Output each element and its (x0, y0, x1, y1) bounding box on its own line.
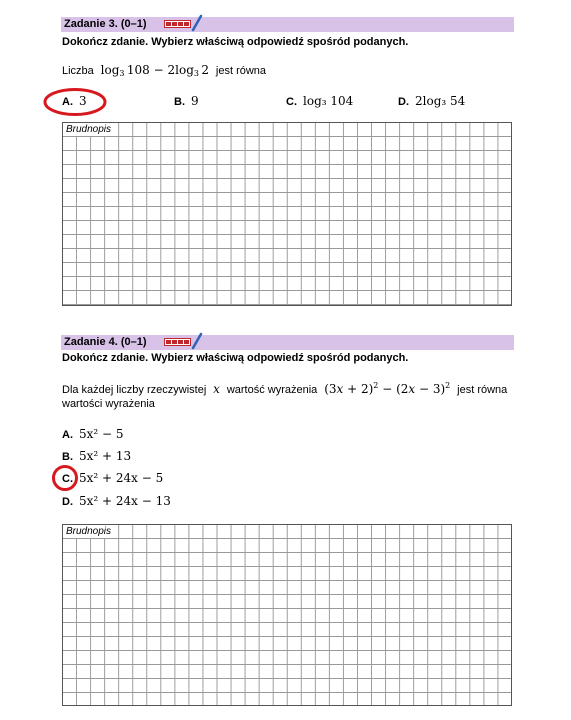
task3-header (61, 17, 514, 32)
points-badge-icon (164, 338, 191, 346)
option-letter: B. (174, 96, 185, 108)
scratch-label: Brudnopis (66, 526, 112, 537)
answer-circle-mark-icon (42, 86, 108, 118)
task3-question-prefix: Liczba (62, 65, 94, 77)
points-badge-icon (164, 20, 191, 28)
option-letter: A. (62, 429, 73, 441)
option-letter: B. (62, 451, 73, 463)
task3-title: Zadanie 3. (0–1) (64, 18, 147, 30)
task4-instruction: Dokończ zdanie. Wybierz właściwą odpowiedź spośród podanych. (62, 352, 409, 364)
task4-option-b[interactable] (62, 449, 131, 463)
option-value: log₃ 104 (303, 94, 354, 108)
task3-option-b[interactable] (174, 94, 199, 108)
scratch-label: Brudnopis (66, 124, 112, 135)
option-letter: C. (62, 473, 73, 485)
task3-instruction: Dokończ zdanie. Wybierz właściwą odpowiedź spośród podanych. (62, 36, 409, 48)
option-value: 2log₃ 54 (415, 94, 466, 108)
task3-option-d[interactable] (398, 94, 465, 108)
task4-title: Zadanie 4. (0–1) (64, 336, 147, 348)
task4-question-suffix: jest równa (457, 384, 508, 396)
option-letter: D. (62, 496, 73, 508)
pen-icon (191, 14, 203, 32)
option-letter: D. (398, 96, 409, 108)
task4-question-line1 (62, 381, 507, 396)
task3-scratch-grid[interactable] (62, 122, 512, 306)
task4-option-d[interactable] (62, 494, 171, 508)
task4-scratch-grid[interactable] (62, 524, 512, 706)
option-value: 5x² + 24x − 5 (79, 471, 164, 485)
pen-icon (191, 332, 203, 350)
task3-question-suffix: jest równa (215, 65, 267, 77)
task4-question-mid: wartość wyrażenia (226, 384, 318, 396)
option-letter: C. (286, 96, 297, 108)
task4-variable: x (213, 382, 220, 396)
option-letter: A. (62, 96, 73, 108)
task4-question-line2: wartości wyrażenia (62, 398, 155, 410)
task4-header (61, 335, 514, 350)
task3-question (62, 63, 266, 78)
task3-option-c[interactable] (286, 94, 353, 108)
answer-circle-mark-icon (51, 464, 79, 492)
task4-expression: $(3x + 2)^2 - (2x - 3)^2$ (320, 381, 451, 396)
task4-option-a[interactable] (62, 427, 124, 441)
task4-question-prefix: Dla każdej liczby rzeczywistej (62, 384, 207, 396)
option-value: 5x² + 13 (79, 449, 132, 463)
option-value: 9 (191, 94, 199, 108)
option-value: 5x² − 5 (79, 427, 124, 441)
option-value: 5x² + 24x − 13 (79, 494, 171, 508)
task3-expression: $\log_3 108 - 2\log_3$ 2 (96, 63, 213, 78)
option-value: 3 (79, 94, 87, 108)
